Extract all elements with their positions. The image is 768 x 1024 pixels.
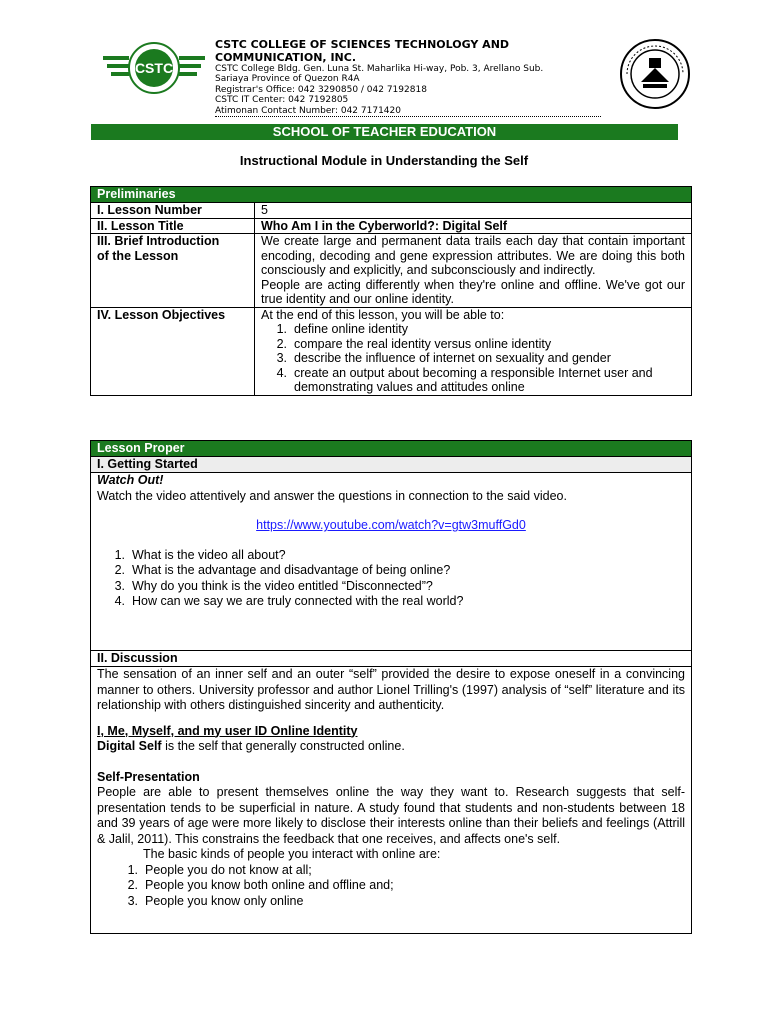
list-item: 4. create an output about becoming a responsible Internet user and demonstrating values and attitudes online <box>276 365 653 394</box>
digital-self-definition <box>91 739 691 755</box>
header-divider <box>215 116 601 117</box>
lesson-proper-heading: Lesson Proper <box>91 441 691 456</box>
video-instruction: Watch the video attentively and answer the questions in connection to the said video. <box>97 488 567 503</box>
lesson-title-row <box>91 218 691 234</box>
discussion-heading: II. Discussion <box>91 650 691 666</box>
list-item: 1. What is the video all about? <box>114 547 286 562</box>
kinds-intro: The basic kinds of people you interact with online are: <box>143 847 441 861</box>
preliminaries-heading: Preliminaries <box>91 187 691 202</box>
digital-self-text: is the self that generally constructed online. <box>161 739 405 753</box>
lesson-title-value: Who Am I in the Cyberworld?: Digital Self <box>261 218 508 233</box>
registrar-contact: Registrar's Office: 042 3290850 / 042 7192818 <box>215 84 427 95</box>
list-item: 3. describe the influence of internet on sexuality and gender <box>276 351 611 365</box>
lesson-title-label: II. Lesson Title <box>91 219 255 234</box>
video-questions <box>91 548 691 610</box>
list-item: 1. define online identity <box>276 322 408 336</box>
self-presentation-paragraph: People are able to present themselves online the way they want to. Research suggests that self-presentation tends to be superficial in nature. A study found that students and non-students between 18 and 39 years of age were more likely to disclose their interests online than their beliefs and feelings (Attrill & Jalil, 2011). This constrains the feedback that one receives, and affects one's self. <box>97 785 685 846</box>
lesson-number-label: I. Lesson Number <box>91 203 255 218</box>
self-presentation-heading: Self-Presentation <box>97 769 200 784</box>
lesson-proper-table <box>90 440 692 934</box>
intro-label <box>91 234 255 307</box>
digital-self-term: Digital Self <box>97 739 162 753</box>
objectives-row <box>91 307 691 395</box>
lesson-number-value: 5 <box>261 203 268 217</box>
objectives-value <box>255 308 691 395</box>
atimonan-contact: Atimonan Contact Number: 042 7171420 <box>215 105 401 116</box>
list-item: 2. People you know both online and offline and; <box>127 878 394 892</box>
intro-paragraph-2: People are acting differently when they're online and offline. We've got our true identity and our online identity. <box>261 277 685 306</box>
watch-out-label: Watch Out! <box>97 473 164 487</box>
lesson-number-row <box>91 202 691 218</box>
intro-row <box>91 233 691 307</box>
getting-started-heading: I. Getting Started <box>91 456 691 472</box>
identity-heading: I, Me, Myself, and my user ID Online Identity <box>97 723 358 738</box>
module-title: Instructional Module in Understanding the Self <box>239 153 529 168</box>
list-item: 1. People you do not know at all; <box>127 862 312 877</box>
list-item: 2. What is the advantage and disadvantage of being online? <box>114 563 451 577</box>
institution-header <box>215 38 615 116</box>
kinds-list <box>91 863 691 910</box>
address-line1: CSTC College Bldg. Gen. Luna St. Maharlika Hi-way, Pob. 3, Arellano Sub. <box>215 64 544 74</box>
address-line2: Sariaya Province of Quezon R4A <box>215 74 360 85</box>
teacher-education-seal <box>619 38 691 110</box>
institution-name-line2: COMMUNICATION, INC. <box>215 51 356 64</box>
list-item: 3. Why do you think is the video entitled “Disconnected”? <box>114 578 433 593</box>
list-item: 4. How can we say we are truly connected with the real world? <box>114 594 464 608</box>
list-item: 2. compare the real identity versus online identity <box>276 336 552 351</box>
preliminaries-table <box>90 186 692 396</box>
cstc-logo <box>101 42 207 94</box>
objectives-intro: At the end of this lesson, you will be able to: <box>261 307 505 322</box>
objectives-label: IV. Lesson Objectives <box>91 308 255 395</box>
intro-label-line2: of the Lesson <box>97 248 179 263</box>
logo-left-text: CSTC <box>134 60 174 76</box>
school-banner: SCHOOL OF TEACHER EDUCATION <box>91 124 678 140</box>
discussion-section <box>91 666 691 909</box>
intro-paragraph-1: We create large and permanent data trails each day that contain important encoding, decoding and gene expression attributes. We are doing this both consciously and explicitly, and subconsciously and indirectly. <box>261 234 685 277</box>
intro-label-line1: III. Brief Introduction <box>97 234 220 248</box>
discussion-paragraph: The sensation of an inner self and an outer “self” provided the desire to expose oneself in a convincing manner to others. University professor and author Lionel Trilling's (1997) analysis of “self” literature and its relationship with others distinguished sincerity and authenticity. <box>97 667 685 712</box>
video-link[interactable]: https://www.youtube.com/watch?v=gtw3muffGd0 <box>256 518 526 532</box>
it-center-contact: CSTC IT Center: 042 7192805 <box>215 95 349 106</box>
intro-text <box>255 234 691 307</box>
list-item: 3. People you know only online <box>127 893 304 908</box>
getting-started-section <box>91 472 691 650</box>
objectives-list <box>261 322 685 395</box>
institution-name-line1: CSTC COLLEGE OF SCIENCES TECHNOLOGY AND <box>215 38 510 51</box>
